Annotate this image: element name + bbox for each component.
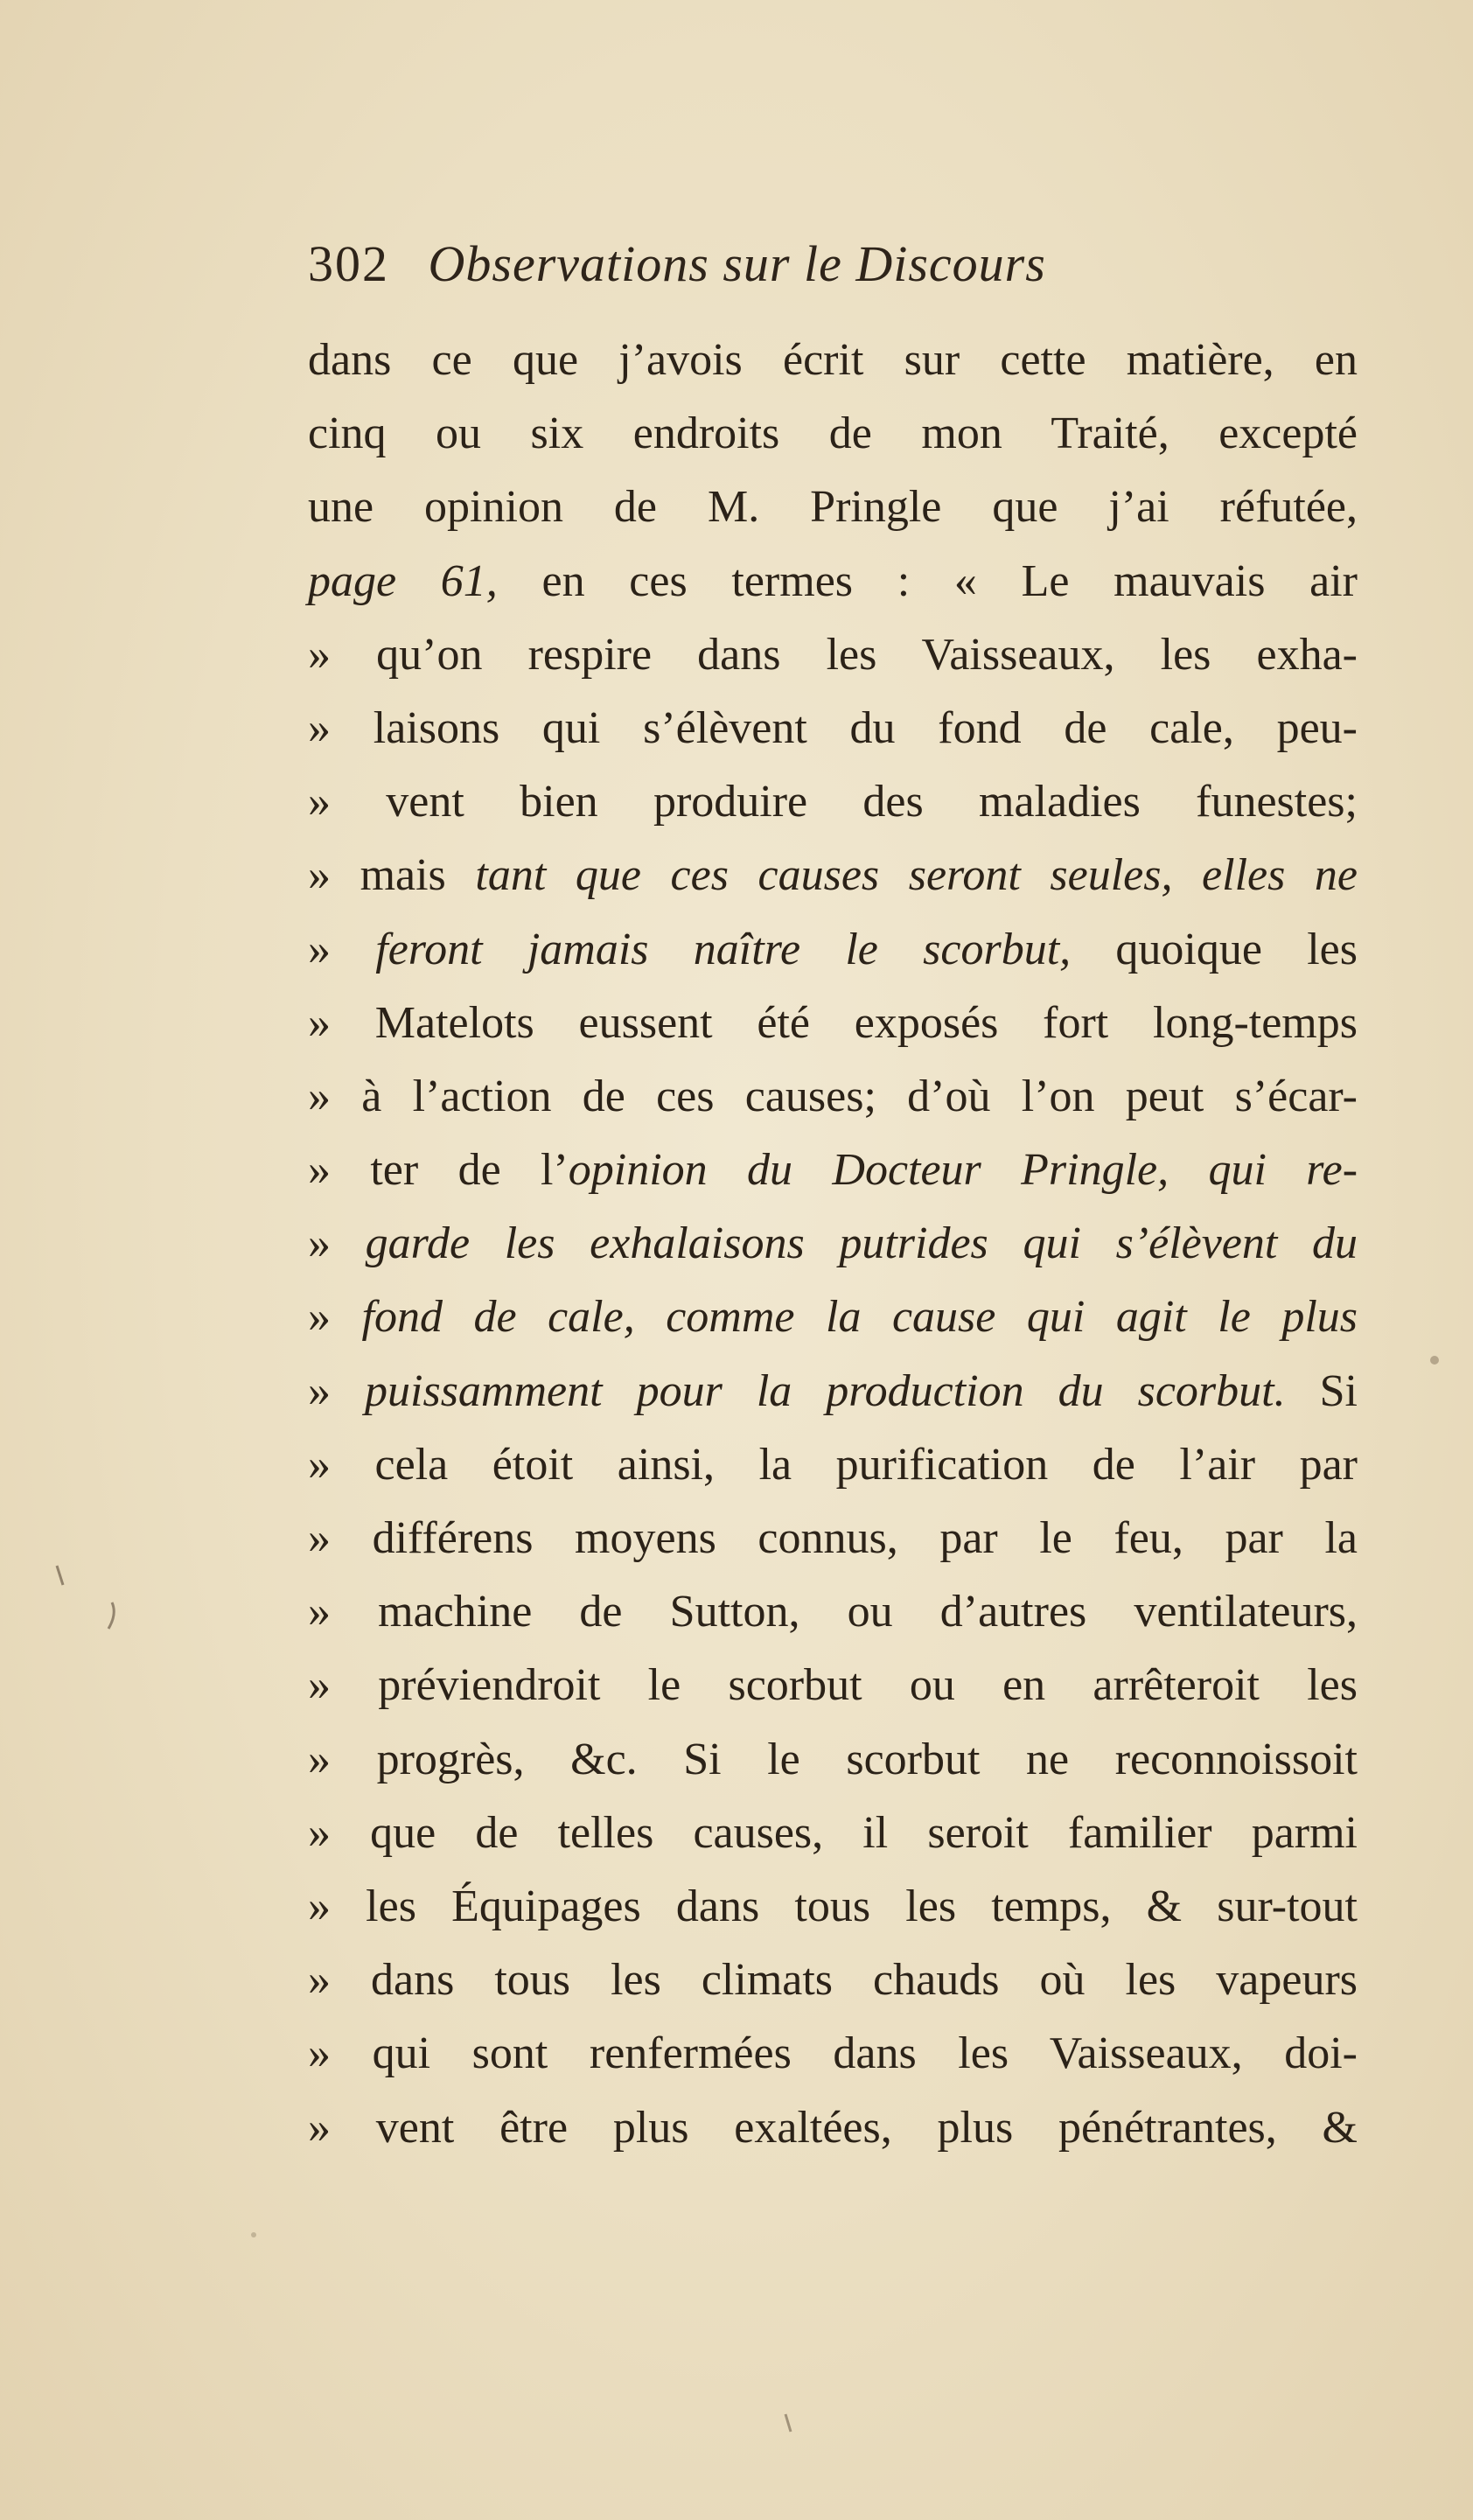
text-line: [308, 1797, 1358, 1870]
text-line: [308, 1502, 1358, 1575]
text-line: [308, 397, 1358, 471]
italic-segment: tant que ces causes seront seules, elles ne: [475, 850, 1358, 901]
text-line: [308, 1649, 1358, 1722]
text-line: [308, 545, 1358, 618]
text-line: [308, 1060, 1358, 1134]
italic-segment: page 61,: [308, 555, 498, 606]
text-segment: »: [308, 1365, 366, 1416]
page-header: [308, 229, 1358, 299]
page-number: 302: [308, 235, 389, 292]
text-segment: » cela étoit ainsi, la purification de l’air par: [308, 1439, 1358, 1490]
body-text: [308, 324, 1358, 2165]
text-line: [308, 324, 1358, 397]
text-line: [308, 1355, 1358, 1428]
text-line: [308, 2017, 1358, 2091]
text-segment: » que de telles causes, il seroit familier parmi: [308, 1807, 1358, 1858]
text-segment: » qui sont renfermées dans les Vaisseaux, doi-: [308, 2028, 1358, 2079]
text-line: [308, 471, 1358, 544]
italic-segment: puissamment pour la production du scorbut.: [365, 1365, 1286, 1416]
text-segment: cinq ou six endroits de mon Traité, excepté: [308, 408, 1358, 459]
text-segment: » à l’action de ces causes; d’où l’on peut s’écar-: [308, 1071, 1358, 1121]
text-segment: » progrès, &c. Si le scorbut ne reconnoissoit: [308, 1734, 1358, 1784]
text-line: [308, 618, 1358, 692]
text-segment: en ces termes : « Le mauvais air: [497, 555, 1358, 606]
text-line: [308, 1134, 1358, 1207]
text-segment: » différens moyens connus, par le feu, par la: [308, 1513, 1358, 1563]
text-segment: quoique les: [1071, 924, 1358, 974]
text-line: [308, 1575, 1358, 1649]
text-segment: » dans tous les climats chauds où les vapeurs: [308, 1955, 1358, 2006]
text-segment: »: [308, 1218, 366, 1269]
italic-segment: opinion du Docteur Pringle, qui re-: [568, 1145, 1358, 1196]
text-line: [308, 1428, 1358, 1502]
text-segment: » mais: [308, 850, 476, 901]
text-line: [308, 839, 1358, 912]
running-title: Observations sur le Discours: [428, 235, 1046, 292]
text-line: [308, 913, 1358, 987]
italic-segment: feront jamais naître le scorbut,: [375, 924, 1072, 974]
text-segment: » machine de Sutton, ou d’autres ventilateurs,: [308, 1587, 1358, 1637]
text-segment: une opinion de M. Pringle que j’ai réfutée,: [308, 482, 1358, 533]
text-segment: » qu’on respire dans les Vaisseaux, les exha-: [308, 629, 1358, 680]
text-segment: dans ce que j’avois écrit sur cette matière, en: [308, 335, 1358, 385]
text-line: [308, 1281, 1358, 1354]
text-segment: » ter de l’: [308, 1145, 569, 1196]
text-line: [308, 1944, 1358, 2017]
text-line: [308, 765, 1358, 839]
text-segment: » vent être plus exaltées, plus pénétrantes, &: [308, 2102, 1358, 2153]
text-segment: » les Équipages dans tous les temps, & sur-tout: [308, 1881, 1358, 1931]
italic-segment: garde les exhalaisons putrides qui s’élèvent du: [365, 1218, 1358, 1269]
text-segment: » vent bien produire des maladies funestes;: [308, 777, 1358, 827]
text-segment: Si: [1285, 1365, 1358, 1416]
text-segment: » Matelots eussent été exposés fort long-temps: [308, 997, 1358, 1048]
text-segment: »: [308, 1292, 362, 1343]
text-line: [308, 1207, 1358, 1281]
text-segment: » laisons qui s’élèvent du fond de cale, peu-: [308, 702, 1358, 753]
text-segment: »: [308, 924, 376, 974]
italic-segment: fond de cale, comme la cause qui agit le plus: [361, 1292, 1358, 1343]
text-line: [308, 2091, 1358, 2165]
text-line: [308, 1723, 1358, 1797]
text-line: [308, 987, 1358, 1060]
text-line: [308, 1870, 1358, 1944]
text-segment: » préviendroit le scorbut ou en arrêteroit les: [308, 1660, 1358, 1711]
text-line: [308, 692, 1358, 765]
